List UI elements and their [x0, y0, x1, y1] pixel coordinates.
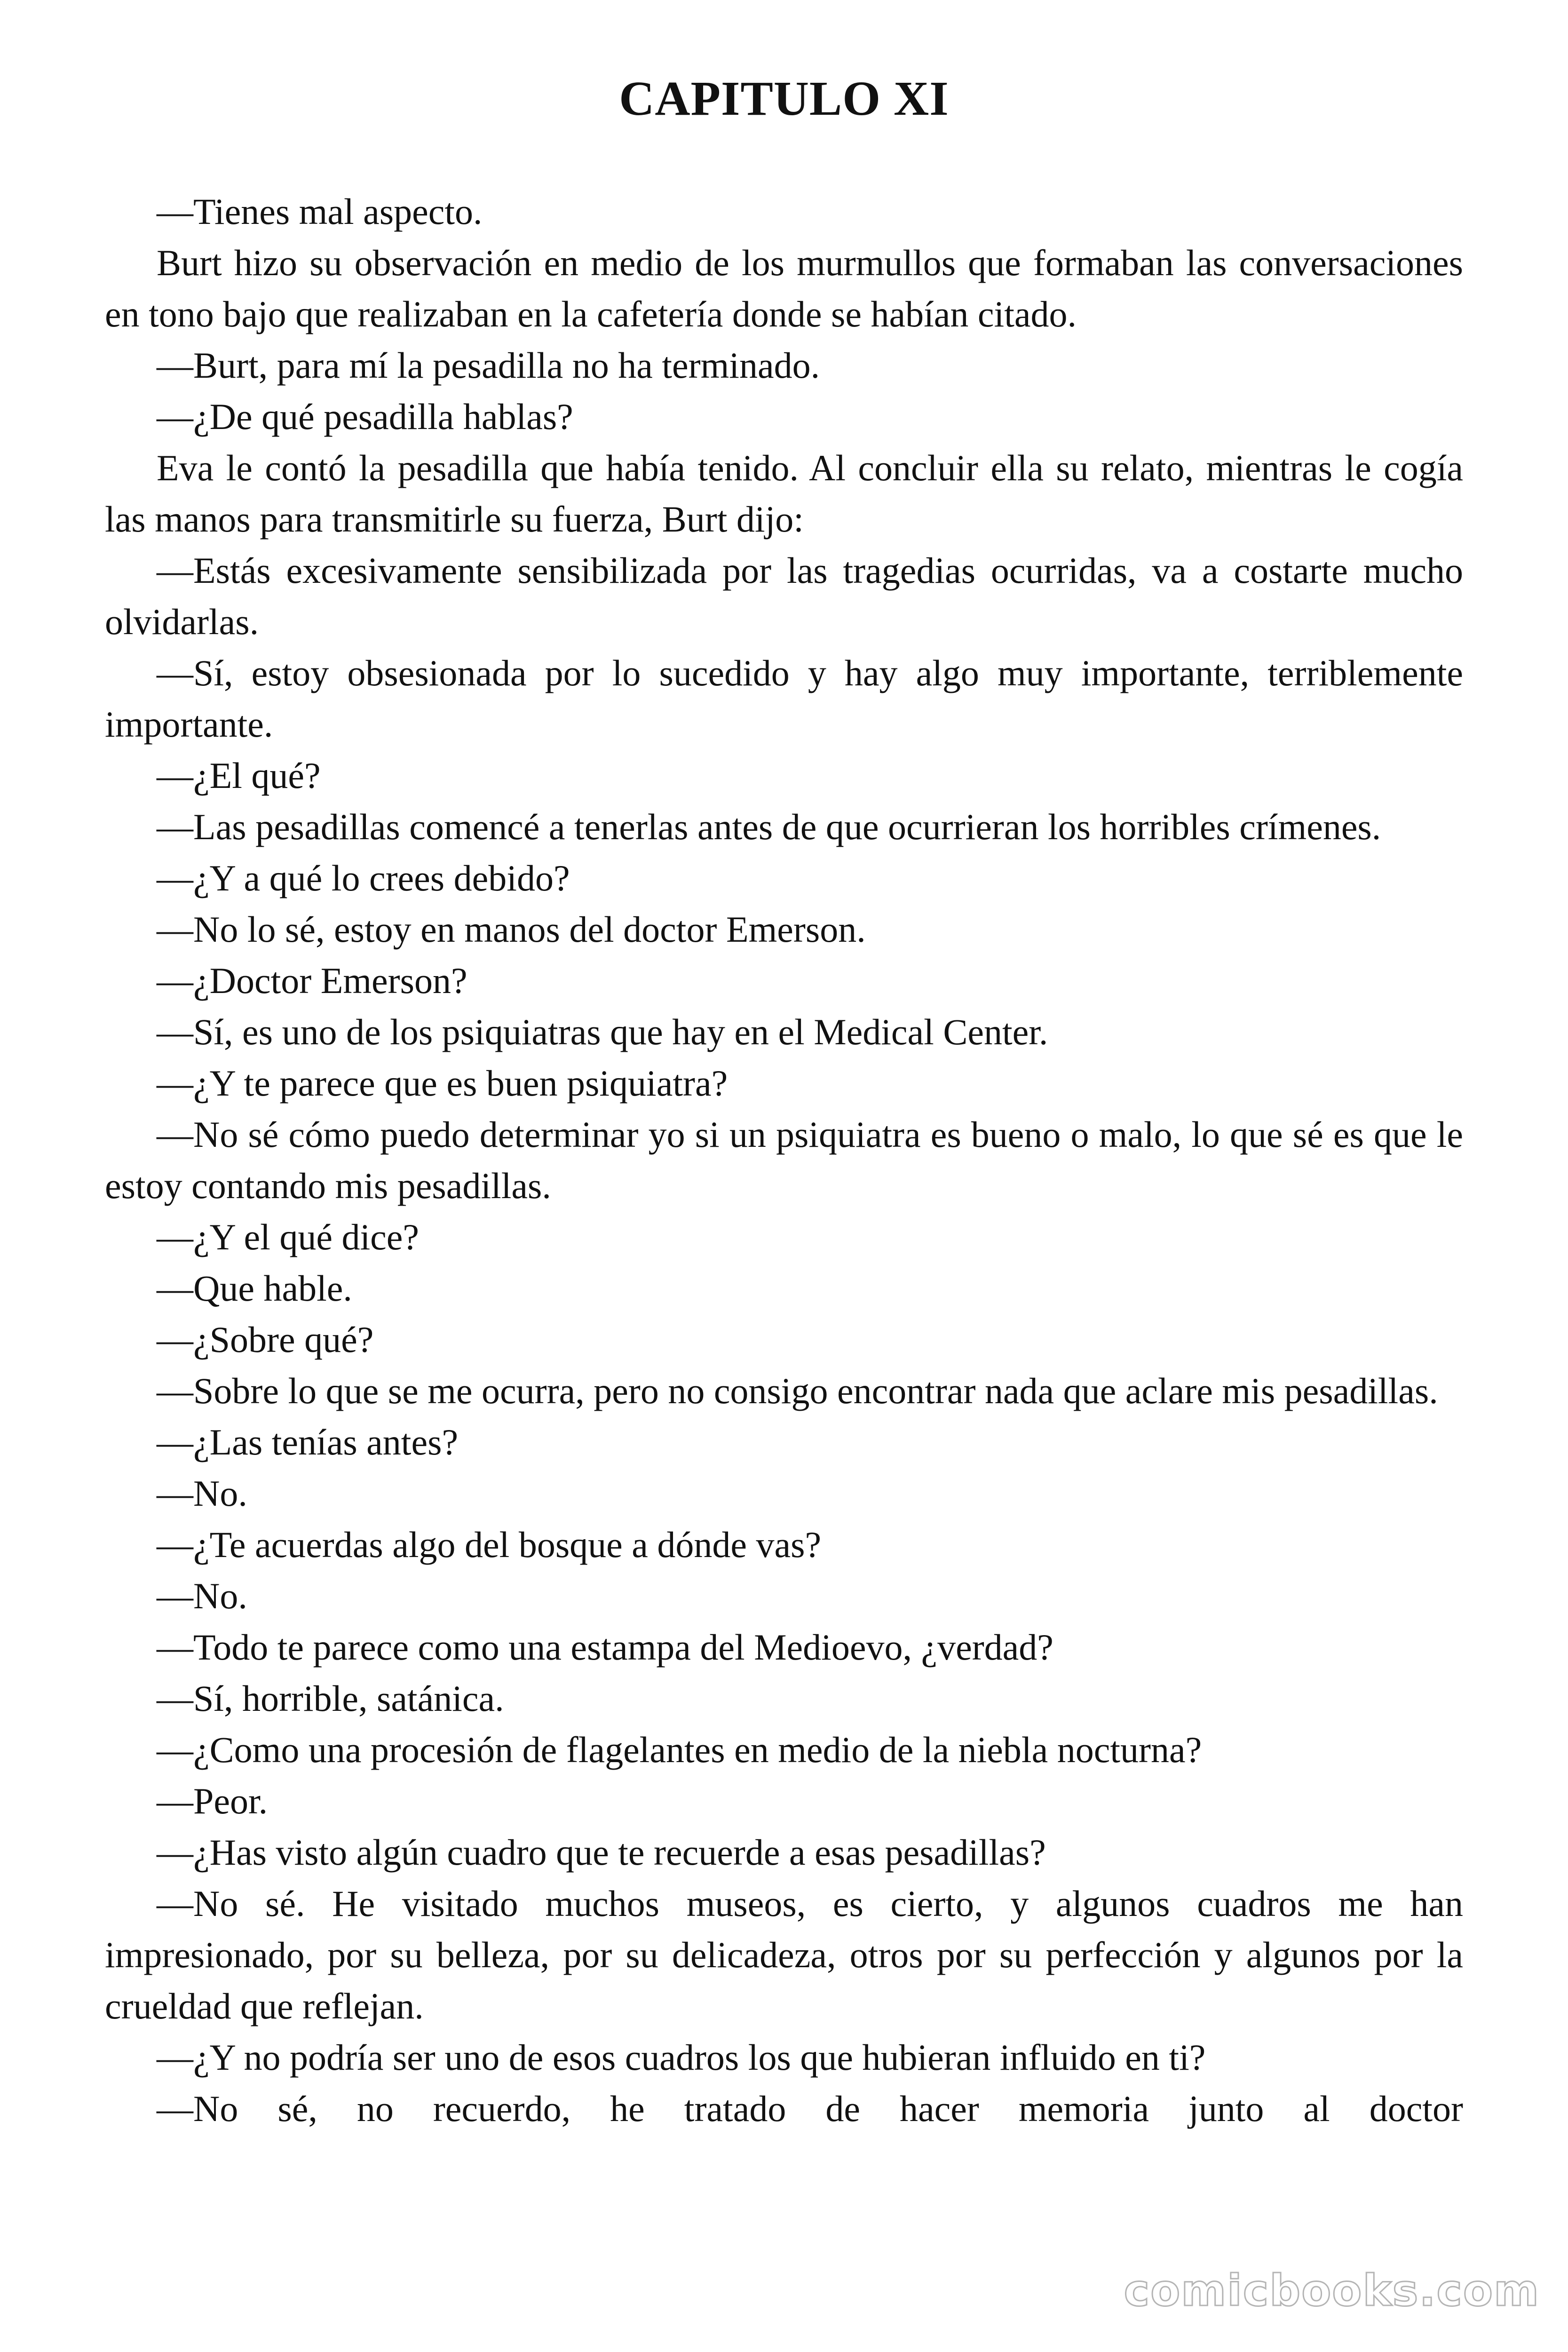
paragraph: —Burt, para mí la pesadilla no ha terminado.: [157, 345, 820, 386]
paragraph: —Sí, es uno de los psiquiatras que hay en el Medical Center.: [157, 1011, 1048, 1052]
paragraph: —No.: [157, 1575, 247, 1616]
chapter-body: [105, 186, 1463, 2134]
paragraph: —Que hable.: [157, 1268, 352, 1309]
paragraph: —¿Y no podría ser uno de esos cuadros los que hubieran influido en ti?: [157, 2037, 1206, 2078]
paragraph: Burt hizo su observación en medio de los murmullos que formaban las conversaciones en tono bajo que realizaban en la cafetería donde se habían citado.: [105, 242, 1463, 334]
paragraph: —¿Como una procesión de flagelantes en medio de la niebla nocturna?: [157, 1729, 1202, 1770]
paragraph: —Estás excesivamente sensibilizada por las tragedias ocurridas, va a costarte mucho olvidarlas.: [105, 550, 1463, 642]
paragraph: —No sé cómo puedo determinar yo si un psiquiatra es bueno o malo, lo que sé es que le estoy contando mis pesadillas.: [105, 1114, 1463, 1206]
paragraph: —¿Las tenías antes?: [157, 1422, 459, 1462]
paragraph: —No.: [157, 1473, 247, 1514]
paragraph: Eva le contó la pesadilla que había tenido. Al concluir ella su relato, mientras le cogía las manos para transmitirle su fuerza, Burt dijo:: [105, 447, 1463, 540]
paragraph: —Sí, estoy obsesionada por lo sucedido y hay algo muy importante, terriblemente importante.: [105, 652, 1463, 745]
paragraph: —Sobre lo que se me ocurra, pero no consigo encontrar nada que aclare mis pesadillas.: [157, 1370, 1438, 1411]
paragraph: —Todo te parece como una estampa del Medioevo, ¿verdad?: [157, 1627, 1053, 1668]
paragraph: —¿Has visto algún cuadro que te recuerde a esas pesadillas?: [157, 1832, 1046, 1873]
paragraph: —¿Sobre qué?: [157, 1319, 374, 1360]
paragraph: —¿Doctor Emerson?: [157, 960, 467, 1001]
site-watermark: comicbooks.com: [1124, 2265, 1540, 2316]
paragraph: —¿Y te parece que es buen psiquiatra?: [157, 1063, 728, 1104]
paragraph: —¿Y a qué lo crees debido?: [157, 858, 570, 898]
paragraph: —¿Te acuerdas algo del bosque a dónde vas?: [157, 1524, 822, 1565]
paragraph: —No lo sé, estoy en manos del doctor Emerson.: [157, 909, 866, 950]
paragraph: —¿Y el qué dice?: [157, 1216, 419, 1257]
paragraph: —Peor.: [157, 1780, 268, 1821]
paragraph: —¿De qué pesadilla hablas?: [157, 396, 573, 437]
paragraph: —Tienes mal aspecto.: [157, 191, 483, 232]
paragraph: —Las pesadillas comencé a tenerlas antes de que ocurrieran los horribles crímenes.: [157, 806, 1381, 847]
paragraph: —Sí, horrible, satánica.: [157, 1678, 504, 1719]
paragraph-continued: —No sé, no recuerdo, he tratado de hacer memoria junto al doctor: [157, 2088, 1463, 2129]
paragraph: —No sé. He visitado muchos museos, es cierto, y algunos cuadros me han impresionado, por su belleza, por su delicadeza, otros por su perfección y algunos por la crueldad que reflejan.: [105, 1883, 1463, 2026]
paragraph: —¿El qué?: [157, 755, 321, 796]
chapter-title: CAPITULO XI: [619, 72, 949, 126]
